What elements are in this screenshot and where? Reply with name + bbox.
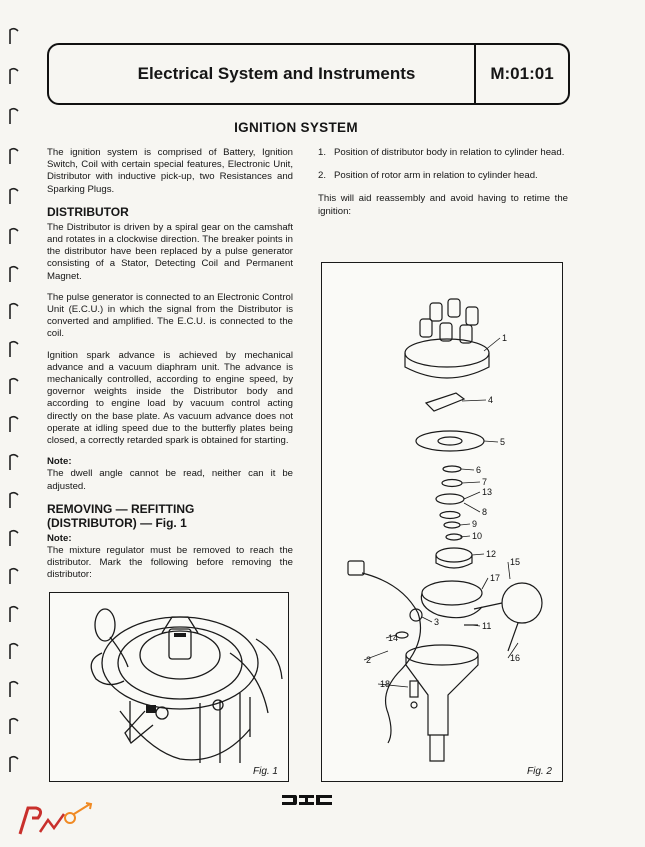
part-number-label: 10 bbox=[472, 531, 483, 541]
list-item bbox=[318, 147, 568, 159]
removing-heading-line2: (DISTRIBUTOR) — Fig. 1 bbox=[47, 515, 187, 530]
section-title: IGNITION SYSTEM bbox=[234, 120, 358, 135]
binder-mark bbox=[10, 682, 18, 697]
binder-mark bbox=[10, 569, 18, 584]
list-item-text: Position of rotor arm in relation to cylinder head. bbox=[334, 170, 538, 182]
binder-mark bbox=[10, 267, 18, 282]
exploded-view-diagram bbox=[322, 263, 564, 783]
removing-heading-line1: REMOVING — REFITTING bbox=[47, 501, 195, 516]
part-number-label: 1 bbox=[502, 333, 508, 343]
binder-mark bbox=[10, 149, 18, 164]
binder-mark bbox=[10, 757, 18, 772]
distributor-paragraph-3: Ignition spark advance is achieved by mechanical advance and a vacuum diaphram unit. The advance is mechanically controlled, according to engine speed, by governor weights inside the Distributor body and according to engine load by vacuum control acting directly on the base plate. As vacuum advance does not operate at idling speed due to the butterfly plates being closed, a correctly retarded spark is obtained for starting. bbox=[47, 349, 293, 447]
header-title: Electrical System and Instruments bbox=[137, 64, 416, 83]
figure-caption: Fig. 1 bbox=[252, 766, 278, 777]
intro-paragraph: The ignition system is comprised of Battery, Ignition Switch, Coil with certain special features, Electronic Unit, Distributor with inductive pick-up, two Resistances and Sparking Plugs. bbox=[47, 147, 293, 195]
leader-line bbox=[462, 400, 486, 401]
binder-mark bbox=[10, 607, 18, 622]
binder-mark bbox=[10, 379, 18, 394]
binder-mark bbox=[10, 69, 18, 84]
leader-line bbox=[461, 469, 474, 470]
binder-mark bbox=[10, 493, 18, 508]
part-number-label: 17 bbox=[490, 573, 501, 583]
part-number-label: 18 bbox=[380, 679, 391, 689]
part-number-label: 11 bbox=[482, 621, 492, 631]
section-code: M:01:01 bbox=[474, 45, 568, 103]
binder-mark bbox=[10, 342, 18, 357]
leader-line bbox=[422, 617, 432, 622]
retime-paragraph: This will aid reassembly and avoid having to retime the ignition: bbox=[318, 193, 568, 217]
figure-1-distributor-photo bbox=[49, 592, 289, 782]
leader-line bbox=[482, 578, 488, 589]
part-number-label: 5 bbox=[500, 437, 506, 447]
part-number-label: 7 bbox=[482, 477, 488, 487]
part-number-label: 9 bbox=[472, 519, 478, 529]
leader-line bbox=[472, 554, 484, 555]
part-number-label: 13 bbox=[482, 487, 493, 497]
binder-mark bbox=[10, 109, 18, 124]
leader-line bbox=[484, 338, 500, 351]
binder-mark bbox=[10, 189, 18, 204]
binder-mark bbox=[10, 304, 18, 319]
part-number-label: 2 bbox=[366, 655, 372, 665]
figure-caption: Fig. 2 bbox=[526, 766, 552, 777]
leader-line bbox=[464, 503, 480, 512]
distributor-heading: DISTRIBUTOR bbox=[47, 204, 129, 219]
leader-line bbox=[462, 482, 480, 483]
binder-mark bbox=[10, 455, 18, 470]
part-number-label: 16 bbox=[510, 653, 521, 663]
page-header bbox=[47, 43, 570, 105]
binder-margin-marks bbox=[4, 0, 28, 846]
list-item bbox=[318, 170, 568, 182]
binder-mark bbox=[10, 719, 18, 734]
note-text: The dwell angle cannot be read, neither can it be adjusted. bbox=[47, 468, 293, 492]
note-heading: Note: bbox=[47, 532, 72, 544]
distributor-paragraph-2: The pulse generator is connected to an Electronic Control Unit (E.C.U.) in which the signal from the Distributor is converted and amplified. The E.C.U. is connected to the coil. bbox=[47, 291, 293, 340]
left-column bbox=[47, 147, 293, 591]
note-heading: Note: bbox=[47, 456, 72, 468]
leader-line bbox=[472, 625, 480, 626]
binder-mark bbox=[10, 644, 18, 659]
binder-mark bbox=[10, 229, 18, 244]
part-number-label: 12 bbox=[486, 549, 497, 559]
figure-2-exploded-distributor bbox=[321, 262, 563, 782]
part-number-label: 6 bbox=[476, 465, 482, 475]
leader-line bbox=[484, 441, 498, 442]
part-number-label: 15 bbox=[510, 557, 521, 567]
note-text: The mixture regulator must be removed to reach the distributor. Mark the following before removing the distributor: bbox=[47, 545, 293, 581]
binder-mark bbox=[10, 29, 18, 44]
distributor-paragraph-1: The Distributor is driven by a spiral gear on the camshaft and rotates in a clockwise direction. The breaker points in the distributor have been replaced by a pulse generator consisting of a Stator, Detecting Coil and Permanent Magnet. bbox=[47, 221, 293, 282]
list-item-number: 2. bbox=[318, 170, 327, 182]
leader-line bbox=[460, 524, 470, 525]
dmc-logo bbox=[282, 793, 332, 805]
distributor-installed-illustration bbox=[50, 593, 290, 783]
right-column bbox=[318, 147, 568, 227]
part-number-label: 4 bbox=[488, 395, 494, 405]
list-item-number: 1. bbox=[318, 147, 327, 158]
watermark-logo bbox=[16, 800, 96, 842]
list-item-text: Position of distributor body in relation to cylinder head. bbox=[334, 147, 565, 158]
part-number-label: 14 bbox=[388, 633, 399, 643]
part-number-label: 3 bbox=[434, 617, 440, 627]
binder-mark bbox=[10, 531, 18, 546]
part-number-label: 8 bbox=[482, 507, 488, 517]
leader-line bbox=[464, 492, 480, 499]
binder-mark bbox=[10, 417, 18, 432]
